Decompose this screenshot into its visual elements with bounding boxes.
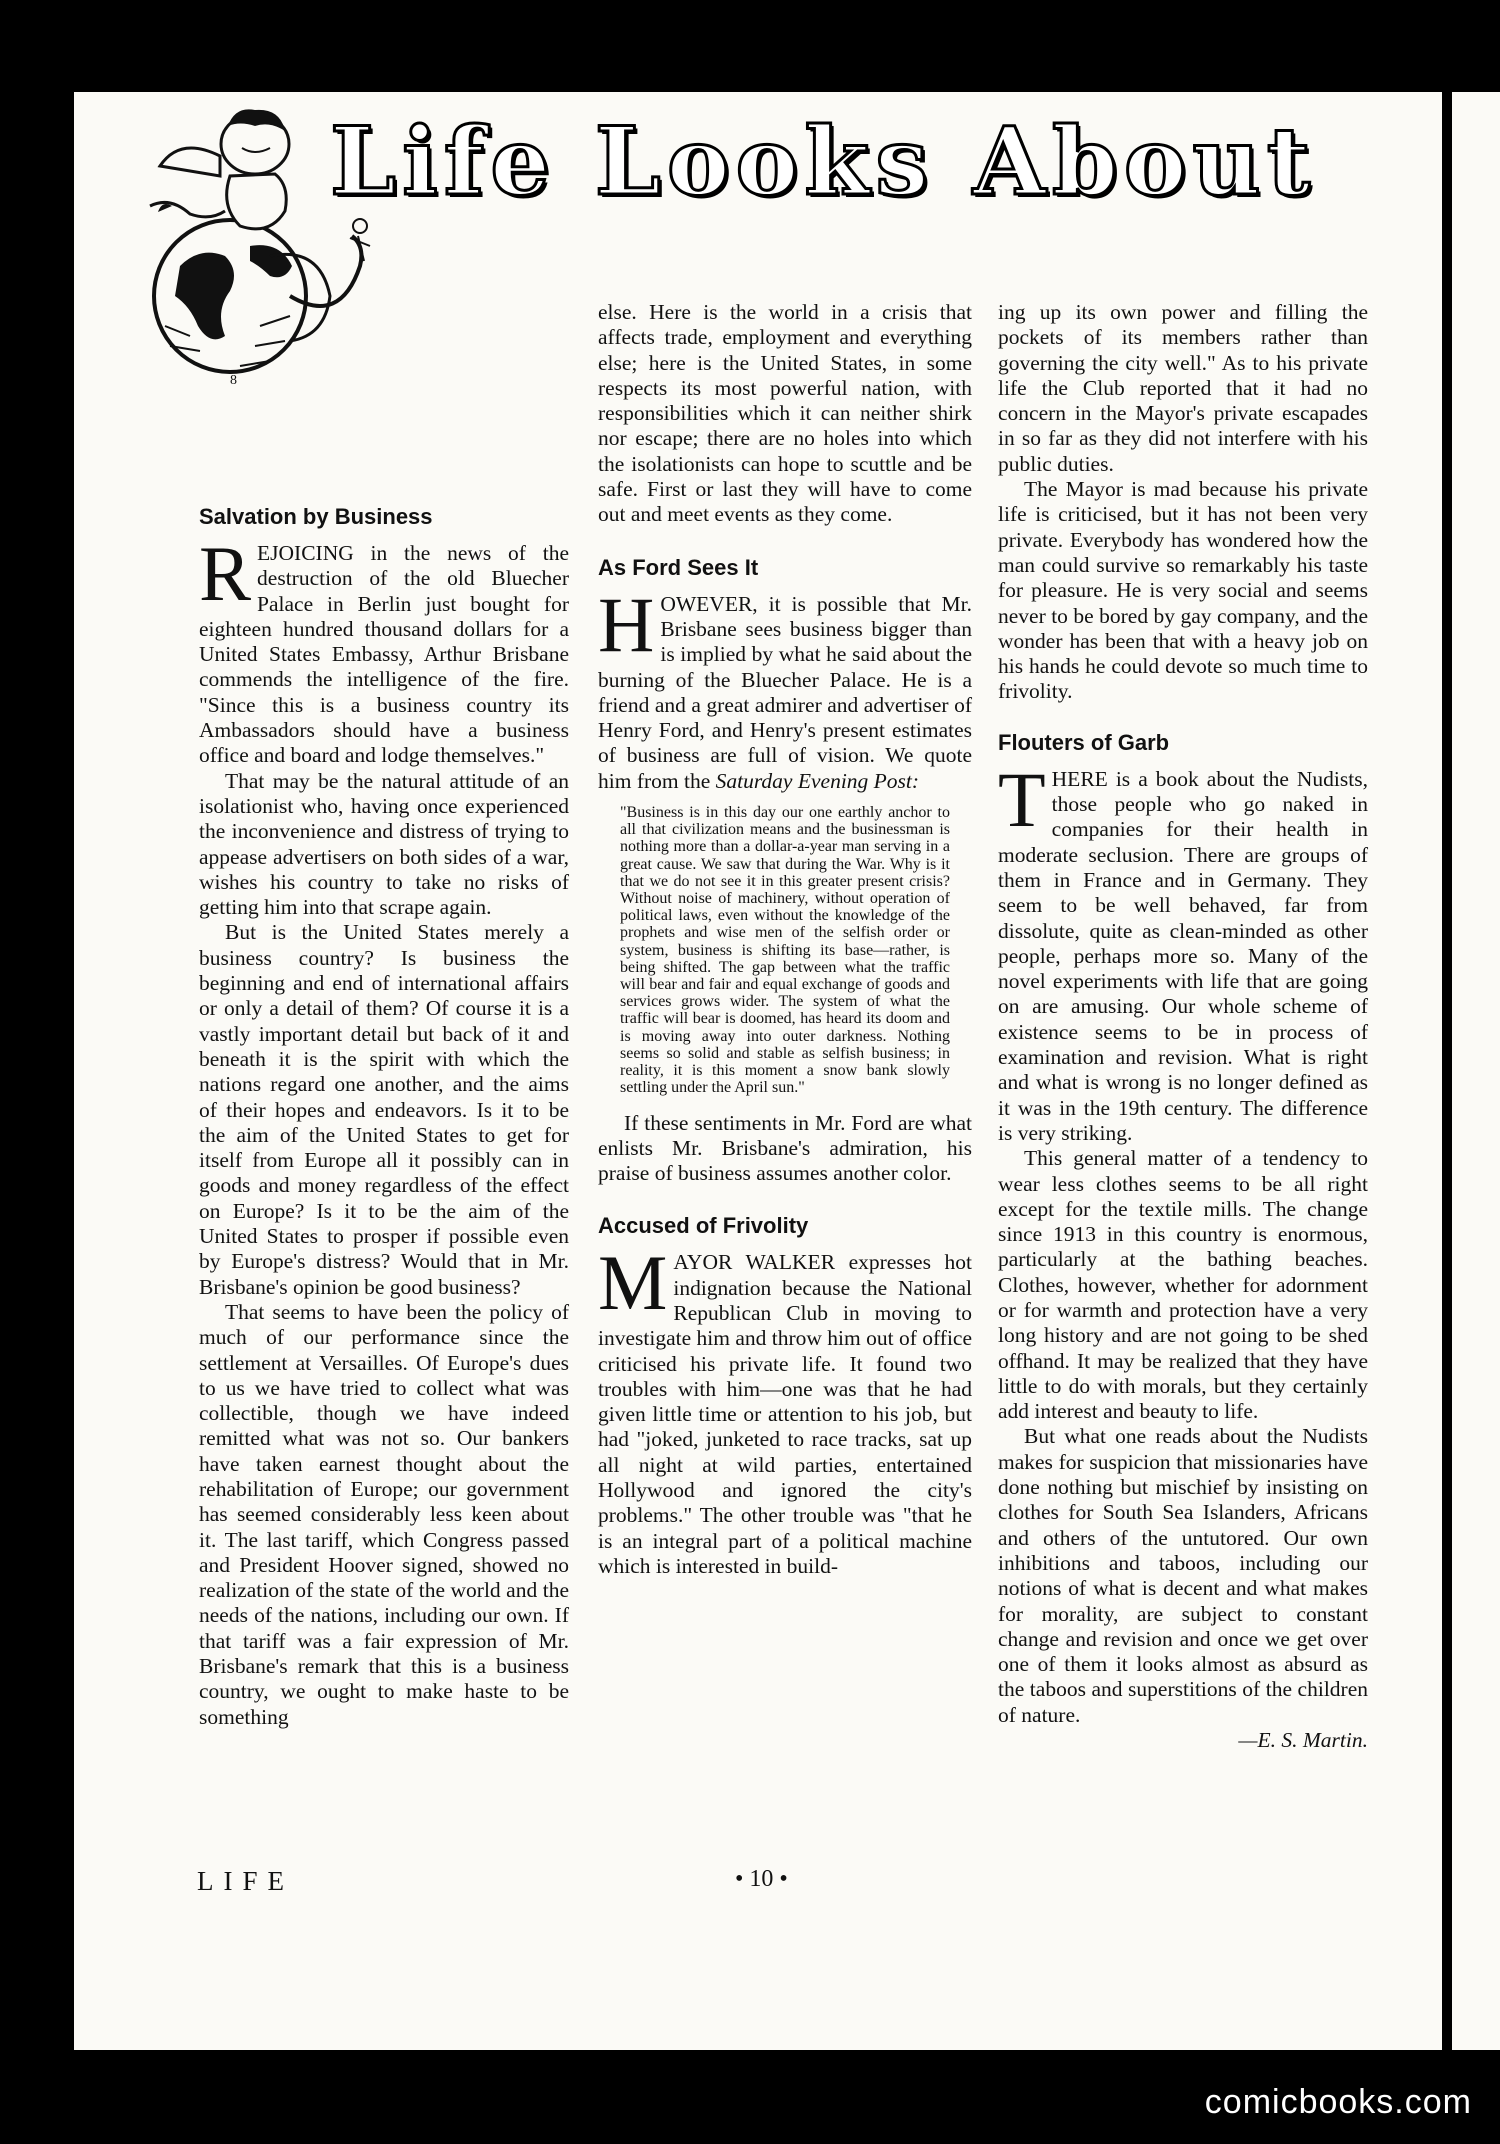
column-2 (598, 300, 972, 1579)
heading-as-ford-sees-it: As Ford Sees It (598, 554, 759, 580)
dropcap-r: R (199, 530, 252, 617)
author-signature: —E. S. Martin. (1238, 1728, 1368, 1753)
dropcap-t: T (998, 755, 1046, 843)
masthead-title: Life Looks About (330, 107, 1317, 217)
dropcap-h: H (598, 580, 655, 668)
dropcap-m: M (598, 1239, 668, 1327)
column-1 (199, 503, 569, 1730)
page-number: • 10 • (735, 1866, 788, 1892)
column-3 (998, 300, 1368, 1753)
paragraph: ing up its own power and filling the pockets of its members rather than governing the city well." As to his private life the Club reported that it had no concern in the Mayor's private escapades in so far as they did not interfere with his public duties. (998, 300, 1368, 476)
paragraph: else. Here is the world in a crisis that affects trade, employment and everything else; here is the United States, in some respects its most powerful nation, with responsibilities which it can neither shirk nor escape; there are no holes into which the isolationists can hope to scuttle and be safe. First or last they will have to come out and meet events as they come. (598, 300, 972, 527)
magazine-name: LIFE (197, 1866, 294, 1896)
paragraph: REJOICING in the news of the destruction of the old Bluecher Palace in Berlin just bought for eighteen hundred thousand dollars for a United States Embassy, Arthur Brisbane commends the intelligence of the fire. "Since this is a business country its Ambassadors should have a business office and board and lodge themselves." (199, 530, 569, 768)
paragraph: MAYOR WALKER expresses hot indignation because the National Republican Club in moving to investigate him and throw him out of office criticised his private life. It found two troubles with him—one was that he had given little time or attention to his job, but had "joked, junketed to race tracks, sat up all night at wild parties, entertained Hollywood and ignored the city's problems." The other trouble was "that he is an integral part of a political machine which is interested in build- (598, 1239, 972, 1578)
paragraph: But what one reads about the Nudists makes for suspicion that missionaries have done nothing but mischief by insisting on clothes for South Sea Islanders, Africans and others of the untutored. Our own inhibitions and taboos, including our notions of what is decent and what makes for morality, are subject to constant change and revision and once we get over one of them it looks almost as absurd as the taboos and superstitions of the children of nature. (998, 1424, 1368, 1727)
paragraph: THERE is a book about the Nudists, those people who go naked in companies for their health in moderate seclusion. There are groups of them in France and in Germany. They seem to be well behaved, far from dissolute, quite as clean-minded as other people, perhaps more so. Many of the novel experiments with life that are going on are amusing. Our whole scheme of existence seems to be in process of examination and revision. What is right and what is wrong is no longer defined as it was in the 19th century. The difference is very striking. (998, 755, 1368, 1145)
paragraph: That seems to have been the policy of much of our performance since the settlement at Versailles. Of Europe's dues to us we have tried to collect what was collectible, though we have indeed remitted what was not so. Our bankers have taken earnest thought about the rehabilitation of Europe; our government has seemed considerably less keen about it. The last tariff, which Congress passed and President Hoover signed, showed no realization of the state of the world and the needs of the nations, including our own. If that tariff was a fair expression of Mr. Brisbane's remark that this is a business country, we ought to make haste to be something (199, 1299, 569, 1729)
heading-accused-of-frivolity: Accused of Frivolity (598, 1213, 809, 1239)
heading-salvation-by-business: Salvation by Business (199, 504, 433, 529)
paragraph: HOWEVER, it is possible that Mr. Brisbane sees business bigger than is implied by what he said about the burning of the Bluecher Palace. He is a friend and a great admirer and advertiser of Henry Ford, and Henry's present estimates of business are full of vision. We quote him from the Saturday Evening Post: (598, 580, 972, 793)
watermark: comicbooks.com (1204, 2083, 1472, 2121)
heading-flouters-of-garb: Flouters of Garb (998, 729, 1170, 755)
paragraph: This general matter of a tendency to wear less clothes seems to be all right except for the textile mills. The change since 1913 in this country is enormous, particularly at the bathing beaches. Clothes, however, whether for adornment or for warmth and protection have a very long history and are not going to be shed offhand. It may be realized that they have little to do with morals, but they certainly add interest and beauty to life. (998, 1146, 1368, 1424)
paragraph: But is the United States merely a business country? Is business the beginning and end of international affairs or only a detail of them? Of course it is a vastly important detail but back of it and beneath it is the spirit with which the nations regard one another, and the aims of their hopes and endeavors. Is it to be the aim of the United States to get for itself from Europe all it possibly can in goods and money regardless of the effect on Europe? Is it to be the aim of the United States to prosper if possible even by Europe's distress? Would that in Mr. Brisbane's opinion be good business? (199, 920, 569, 1299)
paragraph: The Mayor is mad because his private life is criticised, but it has not been very private. Everybody has wondered how the man could survive so remarkably his taste for pleasure. He is very social and seems never to be bored by gay company, and the wonder has been that with a heavy job on his hands he could devote so much time to frivolity. (998, 477, 1368, 704)
paragraph: That may be the natural attitude of an isolationist who, having once experienced the inconvenience and distress of trying to appease advertisers on both sides of a war, wishes his country to take no risks of getting him into that scrape again. (199, 768, 569, 920)
svg-text:8: 8 (230, 373, 237, 386)
block-quote: "Business is in this day our one earthly anchor to all that civilization means and the businessman is nothing more than a dollar-a-year man serving in a great cause. We saw that during the War. Why is it that we do not see it in this greater present crisis? Without noise of machinery, without operation of political laws, even without the knowledge of the prophets and wise men of the selfish order or system, business is shifting its base—rather, is being shifted. The gap between what the traffic will bear and fair and equal exchange of goods and services grows wider. The system of what the traffic will bear is doomed, has heard its doom and is moving away into outer darkness. Nothing seems so solid and stable as selfish business; in reality, it is this moment a snow bank slowly settling under the April sun." (620, 804, 950, 1097)
page-gutter (1442, 92, 1452, 2050)
next-page-edge (1452, 92, 1500, 2050)
paragraph: If these sentiments in Mr. Ford are what enlists Mr. Brisbane's admiration, his praise of business assumes another color. (598, 1110, 972, 1186)
